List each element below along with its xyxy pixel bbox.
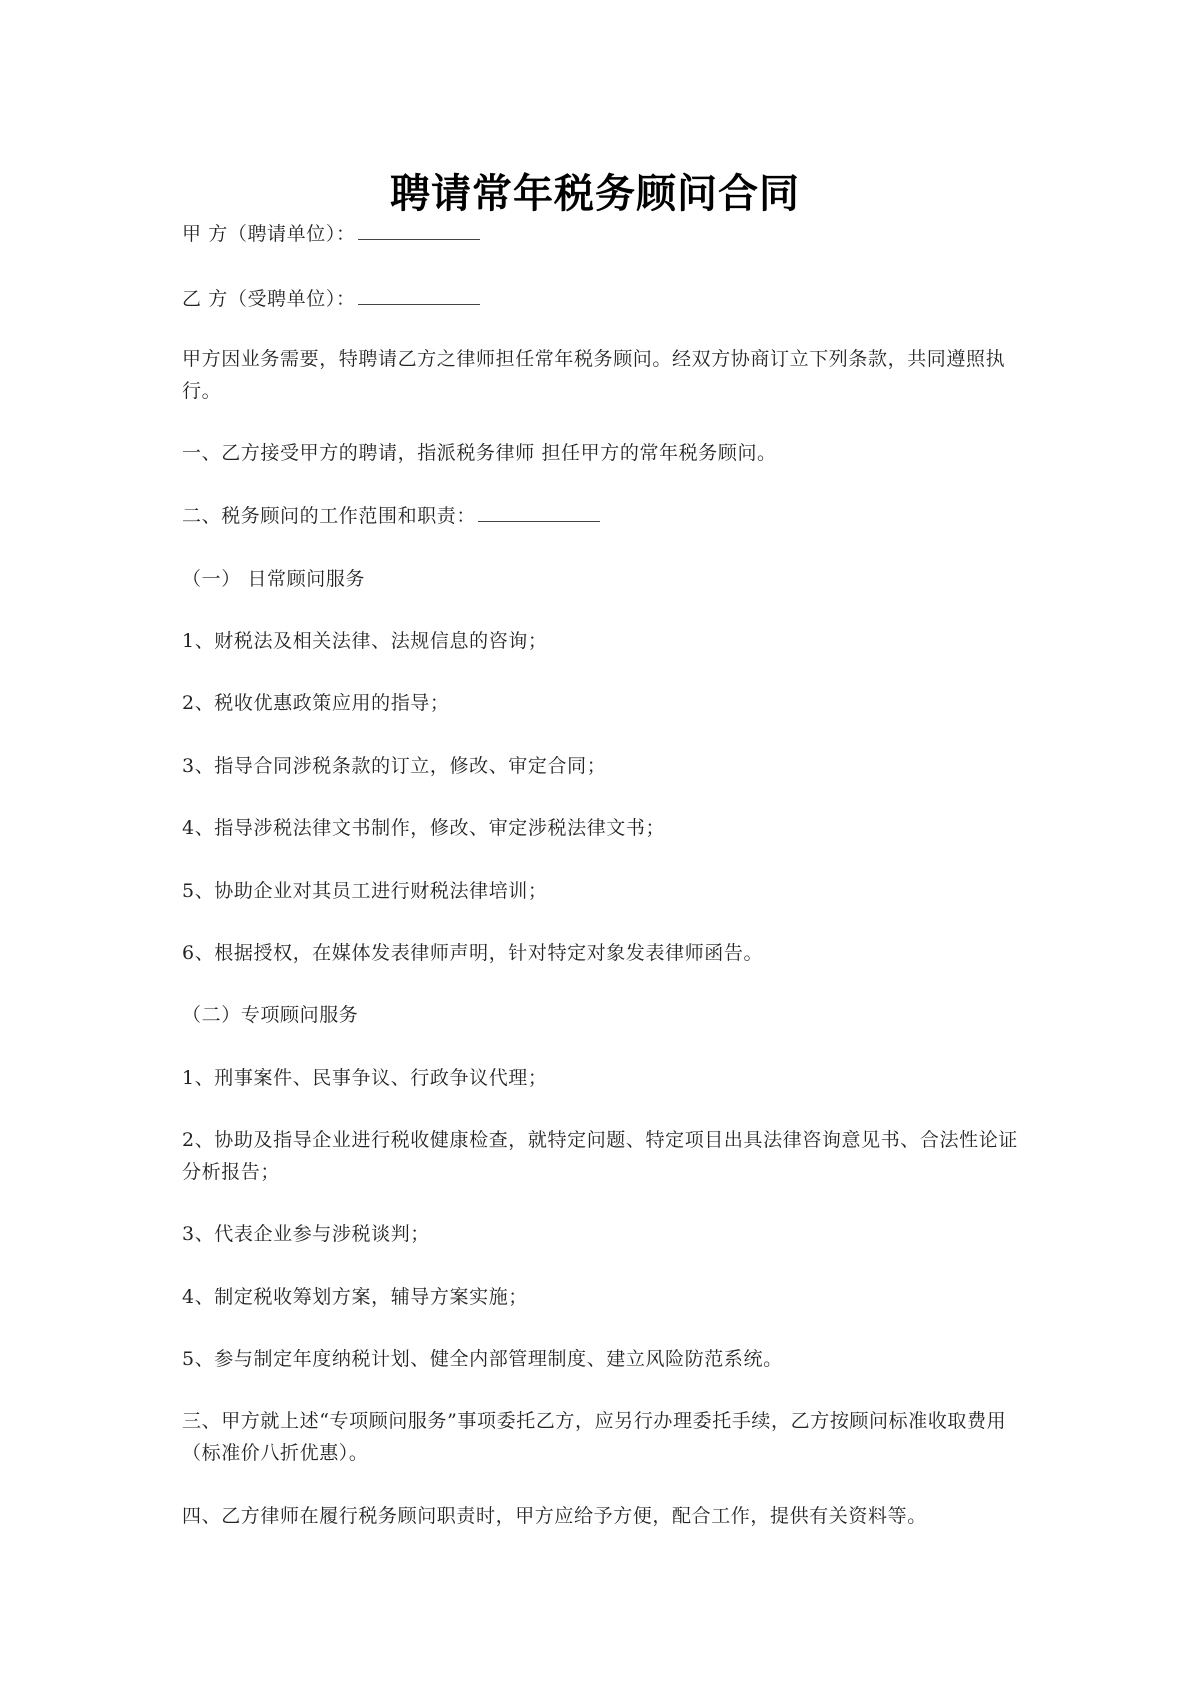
special-item: 5、参与制定年度纳税计划、健全内部管理制度、建立风险防范系统。 [182, 1348, 783, 1370]
party-b-line [182, 283, 1018, 315]
daily-item: 3、指导合同涉税条款的订立，修改、审定合同； [182, 755, 607, 777]
party-b-blank-field[interactable] [358, 286, 480, 305]
party-b-label: 乙 方（受聘单位）： [182, 288, 356, 310]
daily-item: 6、根据授权，在媒体发表律师声明，针对特定对象发表律师函告。 [182, 942, 764, 964]
special-item: 4、制定税收筹划方案，辅导方案实施； [182, 1286, 528, 1308]
section-special-heading: （二）专项顾问服务 [182, 1004, 359, 1026]
party-a-line [182, 218, 1018, 250]
intro-paragraph: 甲方因业务需要，特聘请乙方之律师担任常年税务顾问。经双方协商订立下列条款，共同遵照执行。 [182, 348, 1006, 402]
section-daily-heading: （一） 日常顾问服务 [182, 568, 366, 590]
special-item: 2、协助及指导企业进行税收健康检查，就特定问题、特定项目出具法律咨询意见书、合法性论证分析报告； [182, 1129, 1018, 1183]
party-a-label: 甲 方（聘请单位）： [182, 223, 356, 245]
clause-2-blank-field[interactable] [478, 503, 600, 522]
daily-item: 5、协助企业对其员工进行财税法律培训； [182, 880, 548, 902]
clause-1: 一、乙方接受甲方的聘请，指派税务律师 担任甲方的常年税务顾问。 [182, 442, 777, 464]
party-a-blank-field[interactable] [358, 221, 480, 240]
clause-2-line [182, 500, 1018, 532]
clause-4: 四、乙方律师在履行税务顾问职责时，甲方应给予方便，配合工作，提供有关资料等。 [182, 1505, 927, 1527]
clause-3: 三、甲方就上述“专项顾问服务”事项委托乙方，应另行办理委托手续，乙方按顾问标准收取费用（标准价八折优惠）。 [182, 1410, 1007, 1464]
daily-item: 2、税收优惠政策应用的指导； [182, 692, 450, 714]
daily-item: 4、指导涉税法律文书制作，修改、审定涉税法律文书； [182, 817, 666, 839]
clause-2: 二、税务顾问的工作范围和职责： [182, 505, 477, 527]
special-item: 1、刑事案件、民事争议、行政争议代理； [182, 1067, 548, 1089]
daily-item: 1、财税法及相关法律、法规信息的咨询； [182, 630, 548, 652]
document-title: 聘请常年税务顾问合同 [390, 171, 800, 217]
special-item: 3、代表企业参与涉税谈判； [182, 1223, 430, 1245]
